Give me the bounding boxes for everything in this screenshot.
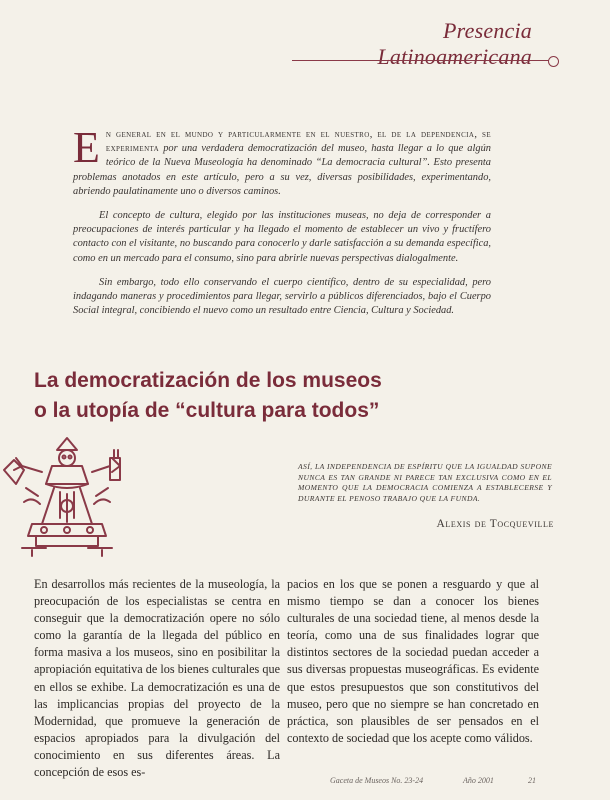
drop-cap: E (73, 123, 100, 172)
pre-columbian-figure-icon (2, 432, 132, 557)
header-rule (292, 60, 554, 61)
section-label: Presencia Latinoamericana (377, 18, 532, 69)
body-column-right (287, 576, 539, 747)
body-column-left (34, 576, 280, 781)
body-paragraph-right: pacios en los que se ponen a resguardo y que al mismo tiempo se dan a conocer los bienes culturales de una sociedad tiene, al menos desde la teoría, como una de sus finalidades lograr que distintos sectores de la sociedad puedan acceder a sus diversas propuestas museográficas. Es evidente que estos presupuestos que son constitutivos del museo, pero que no siempre se han concretado en práctica, son plausibles de ser pensados en el contexto de sociedad que los acepte como válidos. (287, 577, 539, 745)
header-rule-ornament (548, 56, 559, 67)
body-paragraph-left: En desarrollos más recientes de la museología, la preocupación de los especialistas se centra en conseguir que la democratización opere no sólo como la garantía de la llegada del público en forma masiva a los museos, sino en posibilitar la apropiación equitativa de los bienes culturales que en ellos se exhibe. La democratización es una de las implicancias propias del proyecto de la Modernidad, que promueve la generación de espacios apropiados para la divulgación del conocimiento en sus diferentes áreas. La concepción de esos es- (34, 577, 280, 780)
footer-date: Año 2001 (463, 776, 494, 785)
intro-paragraph-1 (73, 123, 491, 199)
epigraph-author: Alexis de Tocqueville (436, 518, 554, 530)
intro-paragraph-2: El concepto de cultura, elegido por las instituciones museas, no deja de corresponder a preocupaciones de interés particular y ha llegado el momento de establecer un vivo y fructífero contacto con el visitante, no buscando para conocerlo y darle satisfacción a su demanda específica, como en un mercado para el consumo, sino para abrirle nuevas perspectivas dialogalmente. (73, 210, 491, 264)
epigraph: ASÍ, LA INDEPENDENCIA DE ESPÍRITU QUE LA IGUALDAD SUPONE NUNCA ES TAN GRANDE NI PARECE TAN EXCLUSIVA COMO EN EL MOMENTO QUE LA DEMOCRACIA COMIENZA A ESTABLECERSE Y DURANTE EL PENOSO TRABAJO QUE LA FUNDA. (298, 462, 552, 503)
intro-paragraph-1-text: por una verdadera democratización del museo, hasta llegar a lo que algún teórico de la Nueva Museología ha denominado “La democracia cultural”. Esto presenta problemas anotados en este artículo, pero a su vez, diversas posibilidades, experimentando, abriendo paulatinamente uno o diversos caminos. (73, 143, 491, 197)
page-number: 21 (528, 776, 536, 785)
article-headline (34, 366, 594, 426)
headline-line-2: o la utopía de “cultura para todos” (34, 399, 380, 422)
intro-block (73, 123, 491, 328)
intro-paragraph-3: Sin embargo, todo ello conservando el cuerpo científico, dentro de su especialidad, pero indagando maneras y procedimientos para llegar, servirlo a públicos diferenciados, bajo el Cuerpo Social integral, concibiendo el nuevo como un resultado entre Ciencia, Cultura y Sociedad. (73, 276, 491, 317)
intro-lead-smallcaps: n general en el mundo y particularmente en el nuestro, el de la dependencia, se experimenta (105, 129, 491, 155)
headline-line-1: La democratización de los museos (34, 369, 382, 392)
footer-publication: Gaceta de Museos No. 23-24 (330, 776, 424, 785)
